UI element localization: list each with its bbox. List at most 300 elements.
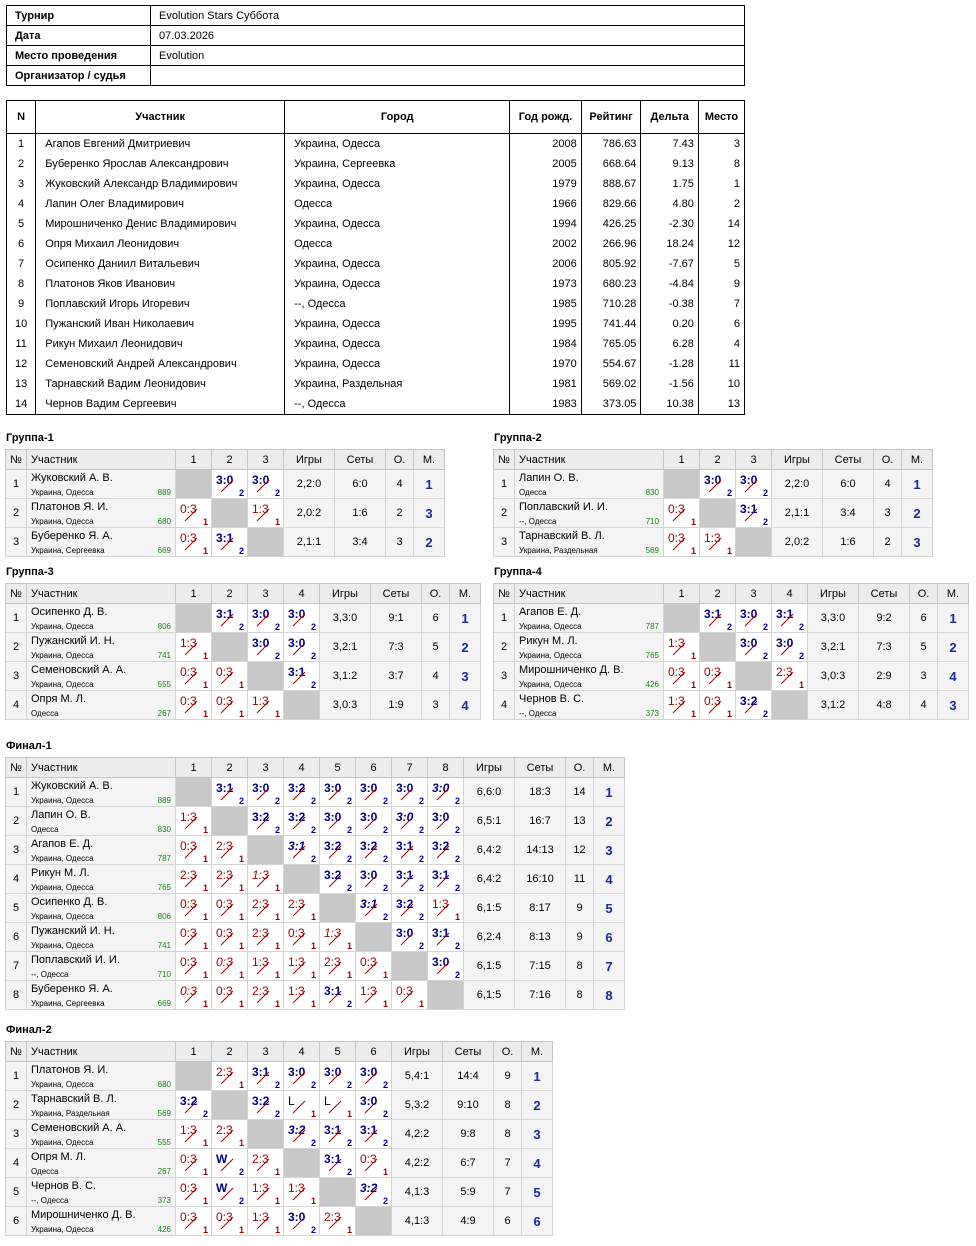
col-sets: Сеты [823,450,874,470]
match-score-cell [248,691,284,720]
row-number: 1 [494,470,515,499]
participant-name: Пужанский Иван Николаевич [36,314,285,334]
col-opponent: 6 [356,1042,392,1062]
player-points: 14 [566,778,594,807]
match-score-cell [248,470,284,499]
match-points: 2 [274,1080,280,1090]
participant-number: 2 [7,154,36,174]
player-rating: 830 [157,825,171,834]
match-score: 3:0 [360,1065,378,1079]
player-rating: 710 [157,970,171,979]
player-name: Рикун М. Л. [519,635,578,647]
player-name: Семеновский А. А. [31,1122,127,1134]
match-score: 3:1 [740,502,758,516]
match-score-cell [700,691,736,720]
match-score-cell [736,691,772,720]
match-points: 2 [310,1080,316,1090]
group-row [494,470,933,499]
match-score: 0:3 [216,897,233,911]
player-name: Поплавский И. И. [31,954,120,966]
participant-place: 4 [698,334,744,354]
match-score-cell [320,1207,356,1236]
match-points: 1 [690,680,696,690]
player-cell [515,633,664,662]
col-opponent: 4 [284,758,320,778]
match-score-cell [248,1178,284,1207]
participant-number: 12 [7,354,36,374]
match-score-cell [176,865,212,894]
player-sets: 8:17 [515,894,566,923]
match-points: 1 [726,680,732,690]
match-points: 2 [454,941,460,951]
score-slash [364,874,378,888]
match-points: 1 [726,546,732,556]
info-row [7,26,745,46]
score-slash [364,1100,378,1114]
match-score: 2:3 [252,1152,269,1166]
player-points: 12 [566,836,594,865]
match-score-cell [772,633,808,662]
player-name: Буберенко Я. А. [31,983,113,995]
match-score: 0:3 [180,1181,197,1195]
score-slash [184,961,198,975]
player-sets: 3:4 [823,499,874,528]
match-score-cell [428,894,464,923]
match-score: 0:3 [180,839,197,853]
match-points: 1 [238,680,244,690]
match-score: 1:3 [432,897,449,911]
player-games: 3,3:0 [808,604,859,633]
group-title: Группа-2 [494,432,542,444]
player-sets: 6:0 [823,470,874,499]
col-opponent: 2 [700,450,736,470]
player-points: 8 [566,952,594,981]
col-sets: Сеты [859,584,910,604]
player-city: Украина, Одесса [31,1080,94,1089]
match-score-cell [392,778,428,807]
player-city: --, Одесса [31,1196,69,1205]
match-points: 1 [346,1109,352,1119]
score-slash [220,1158,234,1172]
player-city: Украина, Одесса [31,622,94,631]
match-score-cell [392,865,428,894]
player-points: 3 [910,662,938,691]
participant-row [7,294,745,314]
score-slash [256,700,270,714]
participant-birth-year: 1981 [510,374,581,394]
match-score: 3:1 [432,926,450,940]
group-title: Финал-1 [6,740,52,752]
player-rating: 765 [645,651,659,660]
participant-place: 1 [698,174,744,194]
player-place: 2 [450,633,481,662]
match-points: 2 [346,999,352,1009]
player-rating: 806 [157,912,171,921]
group-row [6,1091,553,1120]
match-points: 1 [274,1225,280,1235]
participant-rating: 554.67 [581,354,641,374]
match-score-cell [248,807,284,836]
match-score-cell [356,865,392,894]
player-city: Украина, Раздельная [519,546,598,555]
match-points: 1 [382,970,388,980]
participant-place: 9 [698,274,744,294]
match-points: 2 [418,854,424,864]
self-cell [700,499,736,528]
player-rating: 889 [157,488,171,497]
player-cell [27,1207,176,1236]
match-score-cell [212,1149,248,1178]
group-header-row [494,584,969,604]
player-city: Украина, Одесса [31,1138,94,1147]
match-score-cell [248,894,284,923]
player-points: 13 [566,807,594,836]
player-place: 3 [594,836,625,865]
participant-row [7,374,745,394]
match-points: 1 [238,1080,244,1090]
col-opponent: 3 [736,584,772,604]
player-games: 6,1:5 [464,981,515,1010]
score-slash [292,1100,306,1114]
match-score-cell [356,1091,392,1120]
player-sets: 1:9 [371,691,422,720]
score-slash [708,700,722,714]
score-slash [220,1129,234,1143]
player-rating: 426 [157,1225,171,1234]
player-sets: 2:9 [859,662,910,691]
participant-number: 14 [7,394,36,415]
player-sets: 4:8 [859,691,910,720]
participant-city: Украина, Одесса [285,274,510,294]
match-points: 1 [346,970,352,980]
participant-row [7,194,745,214]
match-score: 3:0 [288,636,306,650]
match-score-cell [176,1149,212,1178]
player-city: Украина, Одесса [31,680,94,689]
match-score: 1:3 [288,955,305,969]
match-score: 0:3 [216,984,233,998]
participant-delta: -1.56 [641,374,698,394]
match-score: 1:3 [252,694,269,708]
player-points: 6 [494,1207,522,1236]
score-slash [256,816,270,830]
score-slash [292,1216,306,1230]
player-name: Жуковский А. В. [31,472,113,484]
match-score: 3:0 [324,810,342,824]
col-player: Участник [27,758,176,778]
match-score-cell [356,952,392,981]
score-slash [328,1100,342,1114]
col-place: М. [450,584,481,604]
col-points: О. [494,1042,522,1062]
match-score-cell [700,470,736,499]
self-cell [212,499,248,528]
player-city: --, Одесса [31,970,69,979]
participant-number: 13 [7,374,36,394]
participant-name: Буберенко Ярослав Александрович [36,154,285,174]
player-sets: 18:3 [515,778,566,807]
match-score-cell [320,981,356,1010]
self-cell [664,604,700,633]
score-slash [780,642,794,656]
match-score-cell [176,894,212,923]
group-row [6,691,481,720]
player-games: 3,1:2 [320,662,371,691]
match-points: 2 [310,651,316,661]
player-rating: 710 [645,517,659,526]
match-score-cell [176,1091,212,1120]
match-score-cell [664,528,700,557]
match-score: 1:3 [252,1181,269,1195]
score-slash [328,1216,342,1230]
match-score: 1:3 [252,955,269,969]
match-points: 1 [202,912,208,922]
match-score: 1:3 [668,694,685,708]
player-city: Одесса [31,1167,59,1176]
match-score-cell [428,807,464,836]
score-slash [672,671,686,685]
player-sets: 14:13 [515,836,566,865]
participant-city: Украина, Одесса [285,214,510,234]
participant-delta: 0.20 [641,314,698,334]
player-name: Лапин О. В. [31,809,91,821]
match-score: 2:3 [180,868,197,882]
match-score: 0:3 [180,531,197,545]
player-place: 8 [594,981,625,1010]
row-number: 3 [6,528,27,557]
player-rating: 267 [157,1167,171,1176]
player-city: Украина, Одесса [31,1225,94,1234]
player-sets: 9:2 [859,604,910,633]
score-slash [256,613,270,627]
row-number: 4 [6,865,27,894]
row-number: 2 [6,1091,27,1120]
player-place: 1 [594,778,625,807]
match-score-cell [356,1062,392,1091]
match-score: 3:2 [324,839,342,853]
player-place: 3 [938,691,969,720]
row-number: 4 [6,691,27,720]
player-name: Буберенко Я. А. [31,530,113,542]
match-points: 1 [238,1138,244,1148]
score-slash [672,508,686,522]
self-cell [320,1178,356,1207]
score-slash [328,874,342,888]
score-slash [184,508,198,522]
score-slash [364,1071,378,1085]
player-sets: 7:15 [515,952,566,981]
score-slash [328,1158,342,1172]
score-slash [220,1071,234,1085]
group-row [6,1062,553,1091]
score-slash [400,787,414,801]
match-points: 1 [690,651,696,661]
col-opponent: 1 [176,758,212,778]
score-slash [328,961,342,975]
participant-birth-year: 1994 [510,214,581,234]
match-points: 1 [798,680,804,690]
match-score-cell [320,1120,356,1149]
participant-place: 14 [698,214,744,234]
match-score-cell [736,604,772,633]
score-slash [744,642,758,656]
col-opponent: 6 [356,758,392,778]
match-score-cell [700,604,736,633]
score-slash [292,845,306,859]
match-points: 2 [274,825,280,835]
group-table [5,1041,553,1236]
match-score-cell [212,981,248,1010]
group-row [6,807,625,836]
match-score-cell [320,807,356,836]
score-slash [780,613,794,627]
participant-number: 8 [7,274,36,294]
match-score: 3:1 [360,1123,378,1137]
col-opponent: 4 [284,584,320,604]
match-score: 0:3 [180,694,197,708]
participant-city: Украина, Одесса [285,314,510,334]
group-row [494,528,933,557]
player-cell [27,604,176,633]
player-place: 3 [450,662,481,691]
match-points: 2 [798,651,804,661]
score-slash [184,990,198,1004]
score-slash [256,1100,270,1114]
match-score-cell [284,952,320,981]
player-sets: 8:13 [515,923,566,952]
player-games: 4,2:2 [392,1120,443,1149]
match-score: 0:3 [216,926,233,940]
match-points: 1 [726,709,732,719]
participants-header: Рейтинг [581,101,641,134]
player-rating: 669 [157,546,171,555]
match-score-cell [772,604,808,633]
score-slash [292,961,306,975]
col-opponent: 2 [212,1042,248,1062]
match-points: 2 [238,622,244,632]
match-score-cell [356,1178,392,1207]
player-sets: 9:10 [443,1091,494,1120]
match-score: 1:3 [288,1181,305,1195]
score-slash [292,816,306,830]
match-points: 1 [202,999,208,1009]
col-opponent: 1 [664,450,700,470]
participant-number: 6 [7,234,36,254]
player-cell [27,1120,176,1149]
participant-delta: 6.28 [641,334,698,354]
match-score: 0:3 [216,955,233,969]
match-score: 0:3 [360,1152,377,1166]
match-score: 0:3 [396,984,413,998]
match-points: 2 [454,796,460,806]
self-cell [212,807,248,836]
score-slash [364,845,378,859]
participant-rating: 741.44 [581,314,641,334]
match-score-cell [248,1062,284,1091]
player-city: Одесса [519,488,547,497]
participant-city: Украина, Одесса [285,254,510,274]
score-slash [256,1216,270,1230]
score-slash [220,874,234,888]
match-score-cell [428,836,464,865]
match-points: 2 [418,883,424,893]
player-games: 6,2:4 [464,923,515,952]
score-slash [256,1071,270,1085]
player-rating: 373 [157,1196,171,1205]
participant-city: Украина, Раздельная [285,374,510,394]
match-score: 3:1 [324,984,342,998]
match-score-cell [176,836,212,865]
player-cell [27,1091,176,1120]
group-table [5,449,445,557]
player-rating: 680 [157,1080,171,1089]
match-score-cell [212,691,248,720]
score-slash [184,874,198,888]
match-points: 2 [238,546,244,556]
score-slash [328,990,342,1004]
score-slash [220,932,234,946]
group-header-row [6,450,445,470]
player-points: 4 [874,470,902,499]
score-slash [436,961,450,975]
match-score: 3:0 [252,781,270,795]
match-score-cell [392,894,428,923]
match-points: 2 [346,854,352,864]
match-points: 1 [310,912,316,922]
participant-city: Одесса [285,194,510,214]
match-score: 3:1 [216,607,234,621]
match-score-cell [212,1062,248,1091]
player-name: Лапин О. В. [519,472,579,484]
info-row [7,66,745,86]
player-cell [27,633,176,662]
participant-name: Семеновский Андрей Александрович [36,354,285,374]
player-points: 4 [386,470,414,499]
player-place: 3 [414,499,445,528]
self-cell [284,865,320,894]
match-score: 0:3 [704,665,721,679]
match-points: 1 [202,883,208,893]
match-points: 2 [382,825,388,835]
match-score: 3:1 [432,868,450,882]
player-points: 5 [910,633,938,662]
match-score-cell [248,865,284,894]
player-cell [515,604,664,633]
player-points: 11 [566,865,594,894]
participant-name: Лапин Олег Владимирович [36,194,285,214]
player-sets: 1:6 [823,528,874,557]
col-sets: Сеты [515,758,566,778]
player-points: 2 [874,528,902,557]
score-slash [400,816,414,830]
match-points: 2 [454,883,460,893]
participant-rating: 786.63 [581,134,641,155]
match-score-cell [176,1120,212,1149]
match-score: 3:2 [252,1094,270,1108]
score-slash [292,787,306,801]
group-row [6,923,625,952]
match-score-cell [664,499,700,528]
match-score-cell [176,691,212,720]
player-rating: 787 [157,854,171,863]
participant-rating: 710.28 [581,294,641,314]
player-name: Осипенко Д. В. [31,606,108,618]
col-number: № [6,450,27,470]
match-points: 2 [274,622,280,632]
player-sets: 14:4 [443,1062,494,1091]
score-slash [184,845,198,859]
player-points: 6 [422,604,450,633]
